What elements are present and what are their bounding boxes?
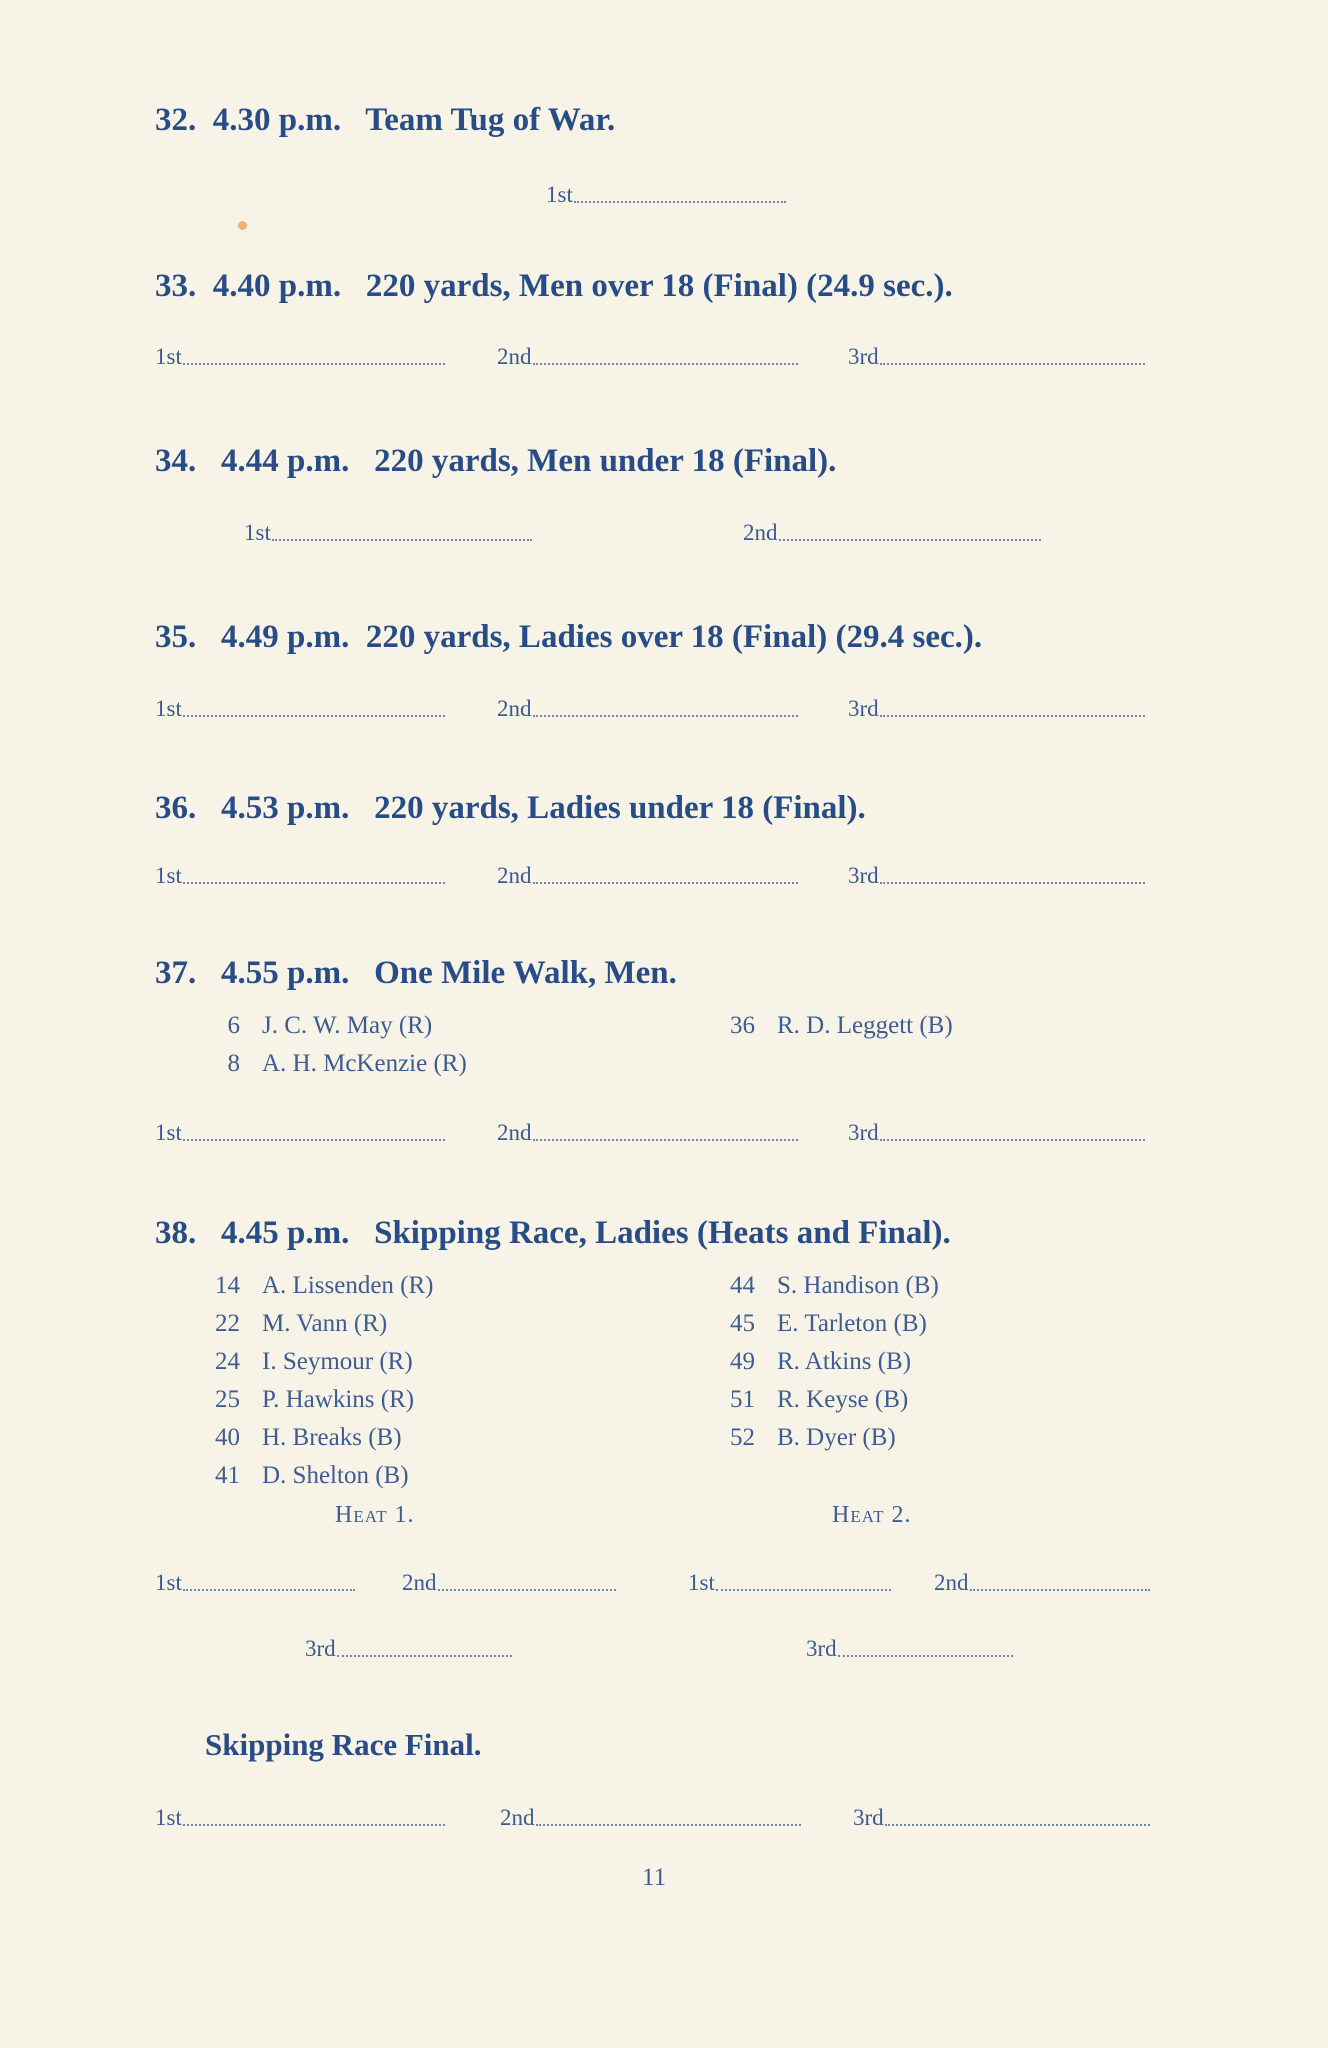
event-number: 35. [155,619,197,655]
place-third: 3rd [848,863,1145,889]
heat-1-place-third: 3rd [305,1636,512,1662]
entrant: 41 D. Shelton (B) [215,1462,409,1489]
event-number: 38. [155,1215,197,1251]
place-third: 3rd [848,344,1145,370]
place-first: 1st [155,1120,445,1146]
heat-1-place-first: 1st [155,1570,355,1596]
event-36-heading [155,790,866,827]
event-37-heading [155,955,677,992]
final-place-second: 2nd [500,1805,801,1831]
event-time: 4.49 p.m. [221,619,350,655]
place-second: 2nd [497,344,798,370]
skipping-final-heading: Skipping Race Final. [205,1727,482,1762]
heat-2-label: Heat 2. [832,1502,912,1528]
heat-2-place-first: 1st [688,1570,891,1596]
heat-2-place-second: 2nd [934,1570,1150,1596]
entrant: 36 R. D. Leggett (B) [730,1012,953,1039]
place-second: 2nd [497,696,798,722]
entrant: 52 B. Dyer (B) [730,1424,896,1451]
heat-1-label: Heat 1. [335,1502,415,1528]
event-time: 4.45 p.m. [221,1215,350,1251]
entrant: 49 R. Atkins (B) [730,1348,912,1375]
entrant: 24 I. Seymour (R) [215,1348,413,1375]
event-time: 4.53 p.m. [221,790,350,826]
entrant: 25 P. Hawkins (R) [215,1386,415,1413]
event-title: Team Tug of War. [365,102,616,138]
event-33-heading [155,268,953,305]
place-first: 1st [155,863,445,889]
entrant: 22 M. Vann (R) [215,1310,388,1337]
heat-1-place-second: 2nd [402,1570,616,1596]
place-first: 1st [244,520,532,546]
ink-spot [238,221,247,230]
event-time: 4.55 p.m. [221,955,350,991]
event-title: 220 yards, Men under 18 (Final). [374,443,837,479]
place-second: 2nd [497,863,798,889]
event-title: One Mile Walk, Men. [374,955,677,991]
place-first: 1st [155,696,445,722]
event-title: 220 yards, Ladies under 18 (Final). [374,790,866,826]
entrant: 45 E. Tarleton (B) [730,1310,927,1337]
place-third: 3rd [848,1120,1145,1146]
event-35-heading [155,619,982,656]
event-number: 37. [155,955,197,991]
entrant: 40 H. Breaks (B) [215,1424,402,1451]
event-time: 4.30 p.m. [212,102,342,138]
event-title: 220 yards, Men over 18 (Final) (24.9 sec.). [365,268,953,304]
event-time: 4.44 p.m. [221,443,350,479]
entrant: 44 S. Handison (B) [730,1272,939,1299]
event-title: 220 yards, Ladies over 18 (Final) (29.4 sec.). [365,619,983,655]
page-number: 11 [642,1864,667,1891]
place-second: 2nd [743,520,1041,546]
entrant: 14 A. Lissenden (R) [215,1272,434,1299]
event-title: Skipping Race, Ladies (Heats and Final). [374,1215,951,1251]
event-32-heading [155,102,615,139]
event-number: 32. [155,102,197,138]
event-38-heading [155,1215,951,1252]
place-first: 1st [155,344,445,370]
final-place-third: 3rd [853,1805,1150,1831]
event-number: 34. [155,443,197,479]
place-third: 3rd [848,696,1145,722]
place-second: 2nd [497,1120,798,1146]
place-first: 1st [546,182,786,208]
final-place-first: 1st [155,1805,445,1831]
event-number: 33. [155,268,197,304]
entrant: 51 R. Keyse (B) [730,1386,909,1413]
event-34-heading [155,443,836,480]
entrant: 6 J. C. W. May (R) [227,1012,433,1039]
heat-2-place-third: 3rd [806,1636,1013,1662]
entrant: 8 A. H. McKenzie (R) [227,1050,467,1077]
event-number: 36. [155,790,197,826]
event-time: 4.40 p.m. [212,268,342,304]
